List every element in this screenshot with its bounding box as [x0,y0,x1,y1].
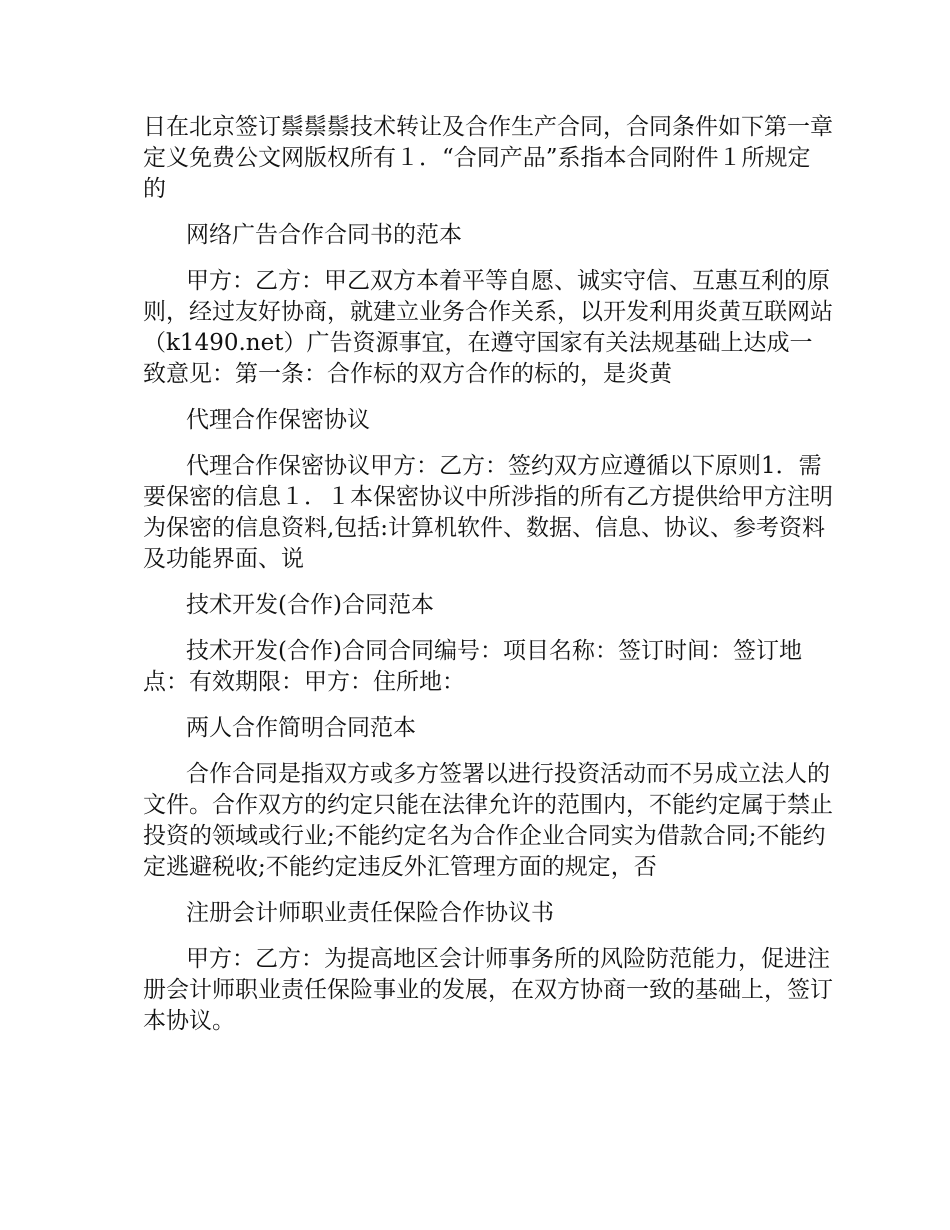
heading-tech-development: 技术开发(合作)合同范本 [186,592,434,618]
paragraph-intro: 日在北京签订鬃鬃鬃技术转让及合作生产合同，合同条件如下第一章定义免费公文网版权所有１．“合同产品”系指本合同附件１所规定的 [143,114,833,202]
paragraph-two-person-contract: 合作合同是指双方或多方签署以进行投资活动而不另成立法人的文件。合作双方的约定只能在法律允许的范围内，不能约定属于禁止投资的领域或行业;不能约定名为合作企业合同实为借款合同;不能约定逃避税收;不能约定违反外汇管理方面的规定，否 [143,761,833,880]
heading-two-person-contract: 两人合作简明合同范本 [186,715,416,741]
paragraph-agency-confidentiality: 代理合作保密协议甲方：乙方：签约双方应遵循以下原则1．需要保密的信息１．１本保密协议中所涉指的所有乙方提供给甲方注明为保密的信息资料,包括:计算机软件、数据、信息、协议、参考资料及功能界面、说 [143,453,833,572]
heading-network-ad-contract: 网络广告合作合同书的范本 [186,222,462,248]
paragraph-network-ad-contract: 甲方：乙方：甲乙双方本着平等自愿、诚实守信、互惠互利的原则，经过友好协商，就建立业务合作关系，以开发利用炎黄互联网站（k1490.net）广告资源事宜，在遵守国家有关法规基础上达成一致意见：第一条：合作标的双方合作的标的，是炎黄 [143,268,833,387]
document-page [143,112,833,1052]
paragraph-cpa-insurance: 甲方：乙方：为提高地区会计师事务所的风险防范能力，促进注册会计师职业责任保险事业的发展，在双方协商一致的基础上，签订本协议。 [143,946,833,1034]
paragraph-tech-development: 技术开发(合作)合同合同编号：项目名称：签订时间：签订地点：有效期限：甲方：住所地： [143,638,802,695]
heading-agency-confidentiality: 代理合作保密协议 [186,407,370,433]
heading-cpa-insurance: 注册会计师职业责任保险合作协议书 [186,900,554,926]
